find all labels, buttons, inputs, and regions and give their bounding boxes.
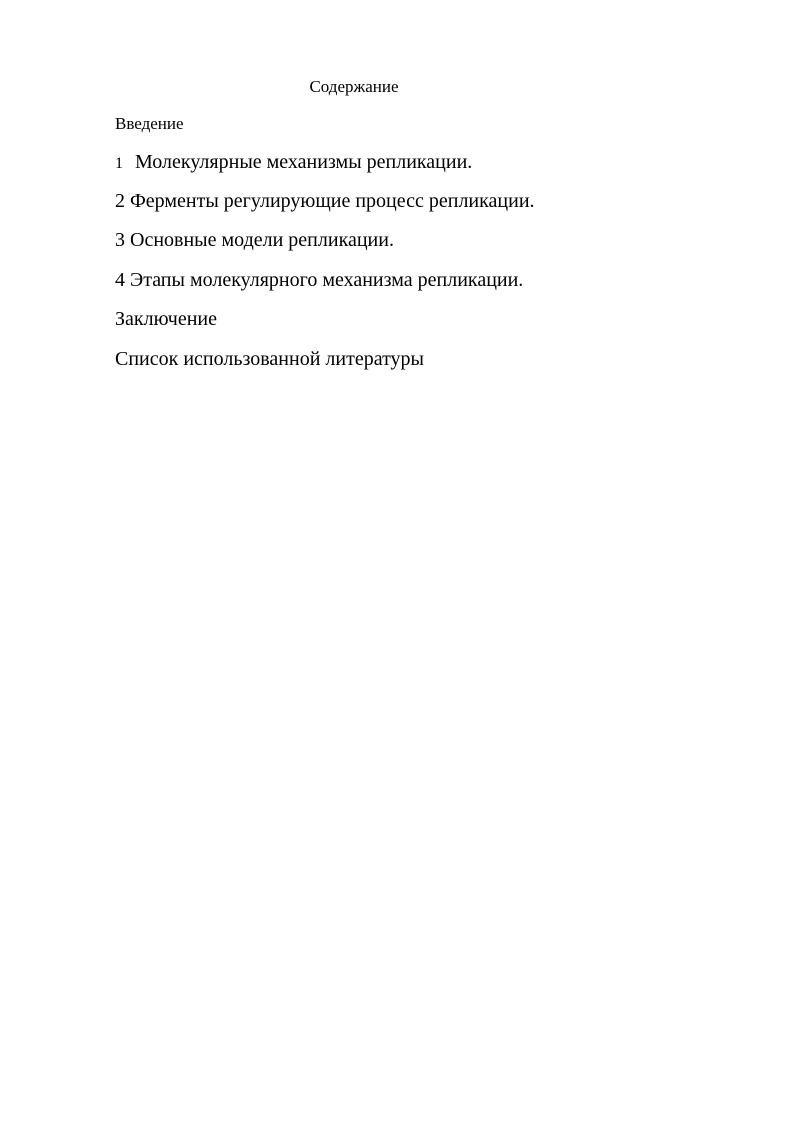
toc-entry-references: Список использованной литературы: [115, 348, 424, 370]
toc-entry-4: 4 Этапы молекулярного механизма репликации.: [115, 269, 524, 291]
toc-entry-1-text: Молекулярные механизмы репликации.: [135, 151, 473, 173]
toc-entry-3: 3 Основные модели репликации.: [115, 229, 394, 251]
toc-title: Содержание: [309, 77, 399, 96]
toc-entry-conclusion: Заключение: [115, 308, 217, 330]
toc-entry-1: [115, 150, 472, 176]
toc-entry-introduction: Введение: [115, 114, 184, 133]
toc-entry-1-number: 1: [115, 155, 123, 172]
toc-entry-2: 2 Ферменты регулирующие процесс репликации.: [115, 190, 535, 212]
